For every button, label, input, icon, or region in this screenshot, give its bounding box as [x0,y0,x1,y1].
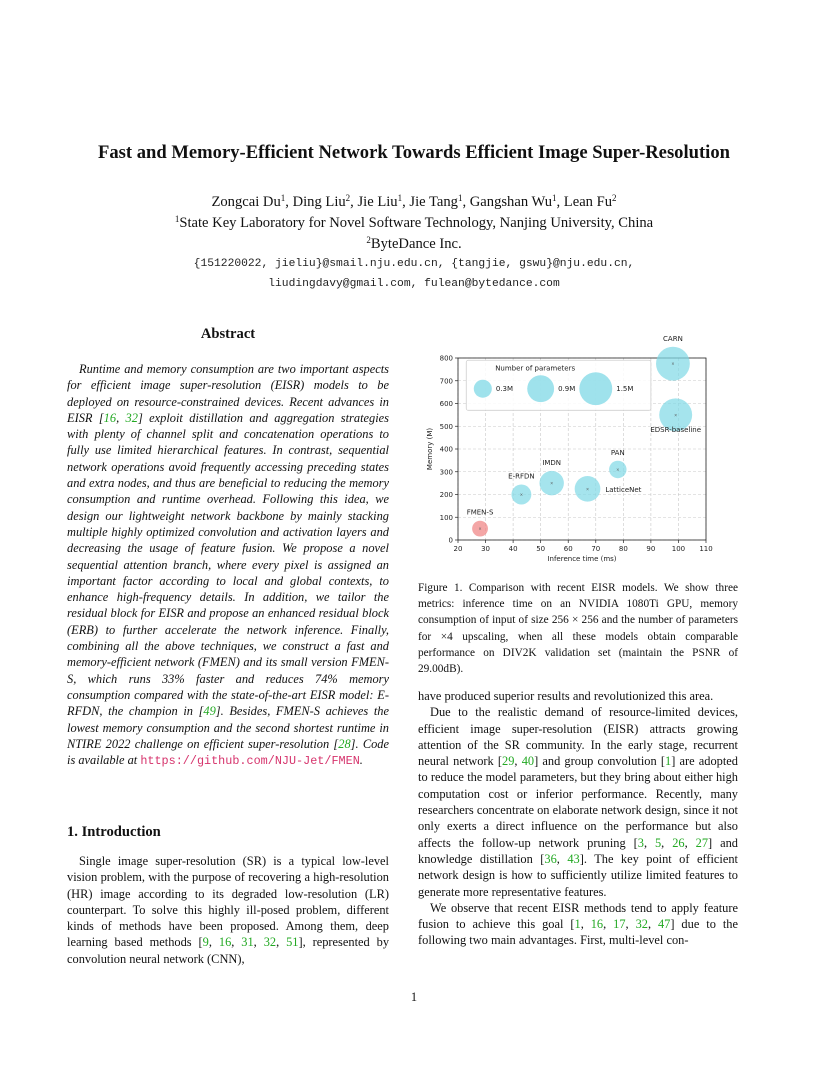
y-tick-label: 100 [439,513,453,522]
x-tick-label: 60 [563,545,573,553]
data-point-marker: × [671,361,675,367]
y-tick-label: 800 [439,354,453,363]
email-line: {151220022, jieliu}@smail.nju.edu.cn, {tangjie, gswu}@nju.edu.cn, [193,258,635,270]
citation-link[interactable]: 17 [613,917,626,932]
author-name: Zongcai Du [211,194,281,210]
citation-link[interactable]: 27 [695,835,709,850]
y-tick-label: 200 [439,491,453,499]
body-text: ], represented by convolution neural network (CNN), [67,935,390,966]
affiliation-line [40,234,788,255]
citation-link[interactable]: 16 [218,935,232,950]
citation-link[interactable]: 1 [574,917,581,932]
abstract-heading: Abstract [200,326,256,342]
affiliation-mark: 2 [366,235,371,245]
citation-link[interactable]: 1 [664,754,672,769]
body-text: Single image super-resolution (SR) is a typical low-level vision problem, with the purpose of recovering a high-resolution (HR) image according to its degraded low-resolution (LR) counterpart. To solve this highly ill-posed problem, different kinds of methods have been proposed. Among them, deep learning based methods [ [67,854,389,950]
body-paragraph: We observe that recent EISR methods tend to apply feature fusion to achieve this goal [1, 16, 17, 32, 47] due to the following two main advantages. First, multi-level con- [418,900,738,948]
data-point-label: E-RFDN [508,472,535,481]
citation-link[interactable]: 16 [103,410,117,425]
size-legend-bubble [527,375,554,402]
data-point-label: CARN [663,334,683,343]
author-affiliation-mark: 1 [280,193,286,203]
abstract-text: . [359,753,363,768]
citation-link[interactable]: 51 [286,935,299,950]
size-legend-bubble [474,380,492,398]
x-tick-label: 40 [508,545,518,553]
size-legend-title: Number of parameters [495,364,576,373]
data-point-label: FMEN-S [466,508,494,517]
x-tick-label: 70 [591,545,601,553]
data-point-marker: × [674,412,678,418]
paper-title: Fast and Memory-Efficient Network Towards Efficient Image Super-Resolution [98,142,730,163]
y-tick-label: 500 [439,422,453,431]
author-name: Gangshan Wu [469,194,552,210]
author-affiliation-mark: 2 [345,193,351,203]
author-affiliation-mark: 1 [552,193,557,203]
author-block [40,192,788,255]
y-tick-label: 300 [439,468,453,477]
abstract-text: ]. Besides, FMEN-S achieves the lowest memory consumption and the second shortest runtime in NTIRE 2022 challenge on efficient super-resolution [ [67,704,389,751]
author-list: Zongcai Du$^1$, Ding Liu$^2$, Jie Liu$^1$, Jie Tang$^1$, Gangshan Wu$^1$, Lean Fu$^2$ [211,193,617,210]
data-point-marker: × [519,492,524,497]
author-affiliation-mark: 1 [457,193,463,203]
section-heading-introduction: 1. Introduction [67,824,161,840]
citation-link[interactable]: 40 [521,754,535,769]
body-text: ] are adopted to reduce the model parameters, but they bring about either high computation cost or inferior performance. Recently, many researchers concentrate on elaborate network design, since it not only exerts a direct influence on the performance but also affects the follow-up network pruning [ [418,754,738,850]
author-emails [40,254,788,294]
x-tick-label: 50 [536,545,546,553]
data-point-marker: × [550,480,554,486]
x-tick-label: 90 [646,545,656,553]
citation-link[interactable]: 31 [241,935,254,950]
right-column-body [418,688,738,949]
citation-link[interactable]: 47 [657,917,671,932]
x-tick-label: 30 [481,545,491,553]
x-tick-label: 80 [618,545,628,553]
author-name: Ding Liu [292,194,346,210]
citation-link[interactable]: 32 [635,917,648,932]
body-text: ] and group convolution [ [534,754,665,769]
abstract-text: ] exploit distillation and aggregation strategies with plenty of channel split and concatenation operations to fully use limited hierarchical features. In contrast, sequential network operations avoid frequently accessing preceding states and extra nodes, and thus are beneficial to reducing the memory consumption and runtime overhead. Following this idea, we design our lightweight network backbone by mainly stacking multiple highly optimized convolution and activation layers and decreasing the usage of feature fusion. We propose a novel sequential attention branch, where every pixel is assigned an important factor according to local and global contexts, to enhance high-frequency details. In addition, we tailor the residual block for EISR and propose an enhanced residual block (ERB) to further accelerate the network inference. Finally, combining all the above techniques, we construct a fast and memory-efficient network (FMEN) and its small version FMEN-S, which runs 33% faster and reduces 74% memory consumption compared with the state-of-the-art EISR model: E-RFDN, the champion in [ [67,410,389,719]
abstract-paragraph: Runtime and memory consumption are two important aspects for efficient image super-resolution (EISR) models to be deployed on resource-constrained devices. Recent advances in EISR [16, 32] exploit distillation and aggregation strategies with plenty of channel split and concatenation operations to fully use limited hierarchical features. In contrast, sequential network operations avoid frequently accessing preceding states and extra nodes, and thus are beneficial to reducing the memory consumption and runtime overhead. Following this idea, we design our lightweight network backbone by mainly stacking multiple highly optimized convolution and activation layers and decreasing the usage of feature fusion. We propose a novel sequential attention branch, where every pixel is assigned an important factor according to local and global contexts, to enhance high-frequency details. In addition, we tailor the residual block for EISR and propose an enhanced residual block (ERB) to further accelerate the network inference. Finally, combining all the above techniques, we construct a fast and memory-efficient network (FMEN) and its small version FMEN-S, which runs 33% faster and reduces 74% memory consumption compared with the state-of-the-art EISR model: E-RFDN, the champion in [49]. Besides, FMEN-S achieves the lowest memory consumption and the second shortest runtime in NTIRE 2022 challenge on efficient super-resolution [28]. Code is available at https://github.com/NJU-Jet/FMEN. [67,362,389,769]
x-tick-label: 20 [453,545,463,553]
citation-link[interactable]: 36 [544,851,557,866]
affiliation-line [40,213,788,234]
affiliation-mark: 1 [174,214,180,224]
abstract-text: ]. Code is available at [67,736,389,768]
body-text: Due to the realistic demand of resource-limited devices, efficient image super-resolution (EISR) attracts growing attention of the SR community. In the early stage, recurrent neural network [ [418,705,738,769]
data-point-label: PAN [610,448,625,457]
code-url-link[interactable]: https://github.com/NJU-Jet/FMEN [140,754,360,769]
citation-link[interactable]: 32 [263,935,277,950]
email-line: liudingdavy@gmail.com, fulean@bytedance.com [268,278,560,290]
y-tick-label: 400 [439,445,453,454]
y-tick-label: 0 [448,536,453,545]
author-name: Jie Tang [409,194,458,210]
x-tick-label: 100 [671,545,686,553]
affiliation-text: State Key Laboratory for Novel Software Technology, Nanjing University, China [179,215,654,231]
data-point-marker: × [616,466,620,472]
citation-link[interactable]: 43 [567,851,580,866]
introduction-body [67,853,389,967]
author-name: Jie Liu [357,194,398,210]
citation-link[interactable]: 49 [203,704,216,719]
size-legend-bubble [579,372,612,405]
data-point-label: LatticeNet [605,485,642,494]
size-legend-label: 0.3M [495,385,513,394]
bubble-chart [418,334,738,572]
affiliation-text: ByteDance Inc. [370,236,462,252]
size-legend-label: 0.9M [558,385,576,394]
citation-link[interactable]: 5 [654,835,662,850]
y-tick-label: 700 [439,377,453,386]
abstract-body [67,361,389,769]
x-axis-label: Inference time (ms) [547,555,617,563]
citation-link[interactable]: 16 [590,917,604,932]
data-point-marker: × [585,486,590,492]
x-tick-label: 110 [699,545,713,553]
author-affiliation-mark: 2 [612,193,617,203]
data-point-marker: × [478,526,482,532]
body-text: We observe that recent EISR methods tend to apply feature fusion to achieve this goal [ [418,900,738,932]
author-name: Lean Fu [563,194,613,210]
body-text: ] due to the following two main advantages. First, multi-level con- [418,917,738,948]
citation-link[interactable]: 32 [125,410,138,425]
body-paragraph: Due to the realistic demand of resource-limited devices, efficient image super-resolution (EISR) attracts growing attention of the SR community. In the early stage, recurrent neural network [29, 40] and group convolution [1] are adopted to reduce the model parameters, but they bring about either high computation cost or inferior performance. Recently, many researchers concentrate on elaborate network design, since it not only exerts a direct influence on the performance but also affects the follow-up network pruning [3, 5, 26, 27] and knowledge distillation [36, 43]. The key point of efficient network design is how to sufficiently utilize limited features to generate more representative features. [418,705,739,899]
body-text: ]. The key point of efficient network design is how to sufficiently utilize limited features to generate more representative features. [418,851,739,899]
abstract-text: Runtime and memory consumption are two important aspects for efficient image super-resolution (EISR) models to be deployed on resource-constrained devices. Recent advances in EISR [ [67,362,389,425]
body-text: ] and knowledge distillation [ [418,835,738,866]
citation-link[interactable]: 3 [637,835,644,850]
citation-link[interactable]: 29 [502,754,515,769]
page-number: 1 [410,990,418,1004]
body-paragraph: have produced superior results and revolutionized this area. [418,689,714,703]
citation-link[interactable]: 26 [672,835,685,850]
y-tick-label: 600 [439,400,453,408]
data-point-label: EDSR-baseline [650,425,702,434]
body-paragraph: Single image super-resolution (SR) is a typical low-level vision problem, with the purpose of recovering a high-resolution (HR) image according to its degraded low-resolution (LR) counterpart. To solve this highly ill-posed problem, different kinds of methods have been proposed. Among them, deep learning based methods [9, 16, 31, 32, 51], represented by convolution neural network (CNN), [67,854,390,966]
citation-link[interactable]: 9 [202,935,209,950]
figure-1 [418,334,738,572]
y-axis-label: Memory (M) [426,427,434,471]
author-affiliation-mark: 1 [397,193,403,203]
size-legend-label: 1.5M [616,385,634,394]
data-point-label: IMDN [542,458,562,467]
citation-link[interactable]: 28 [338,736,351,751]
figure-caption: Figure 1. Comparison with recent EISR models. We show three metrics: inference time on an NVIDIA 1080Ti GPU, memory consumption of input of size 256 × 256 and the number of parameters for ×4 upscaling, when all these models obtain comparable performance on DIV2K validation set (maintain the PSNR of 29.00dB). [418,582,738,676]
